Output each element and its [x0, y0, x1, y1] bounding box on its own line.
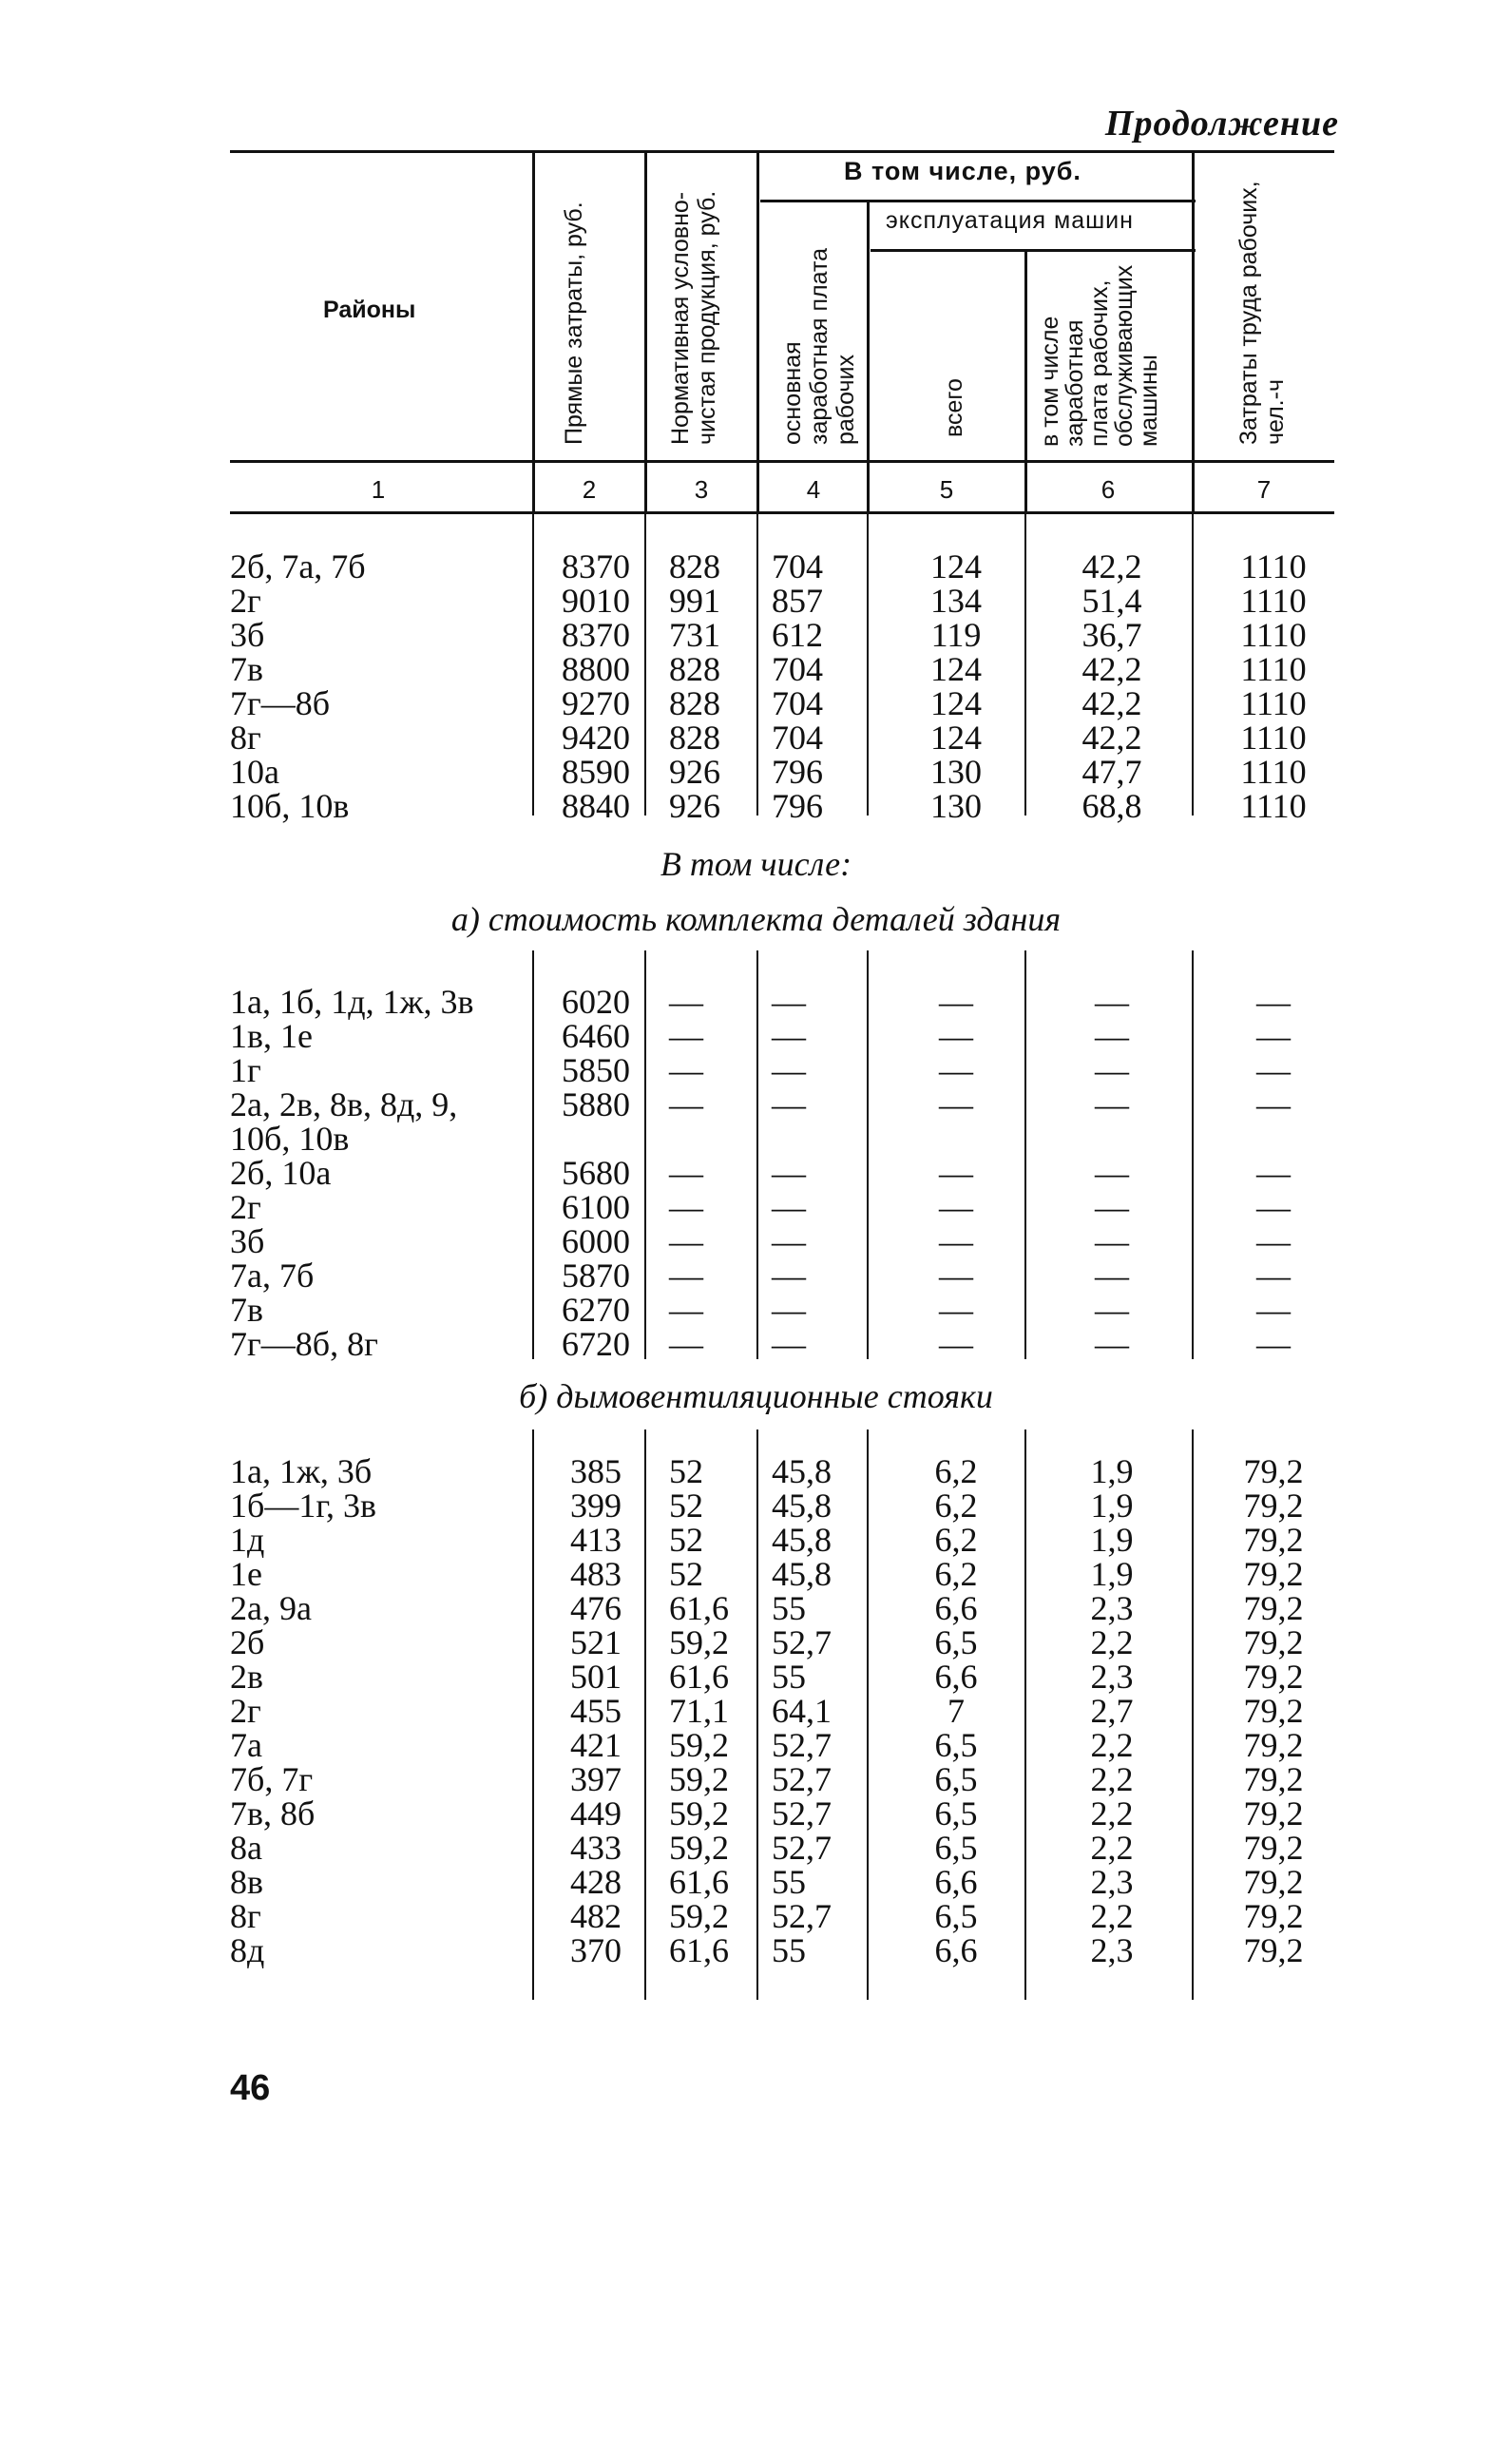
table-cell: 1110 — [1240, 684, 1307, 722]
table-cell: — — [1256, 1154, 1291, 1192]
table-row — [0, 1019, 1512, 1053]
table-cell: — — [1256, 1325, 1291, 1363]
table-row — [0, 652, 1512, 686]
table-cell: — — [772, 1051, 806, 1089]
table-cell: 2г — [230, 582, 261, 620]
table-cell: — — [1095, 983, 1129, 1021]
header-base-wage: основная заработная плата рабочих — [779, 247, 859, 445]
table-cell: 6,5 — [934, 1726, 978, 1764]
table-cell: — — [669, 1051, 703, 1089]
table-cell: — — [1256, 1017, 1291, 1055]
table-row — [0, 1625, 1512, 1660]
table-cell: 501 — [570, 1658, 622, 1696]
table-cell: 2б — [230, 1623, 265, 1661]
table-cell: 2б, 7а, 7б — [230, 547, 366, 585]
table-cell: 704 — [772, 719, 823, 757]
table-cell: 2,3 — [1090, 1863, 1134, 1901]
table-cell: 8г — [230, 719, 261, 757]
table-cell: 1110 — [1240, 547, 1307, 585]
table-cell: — — [772, 1291, 806, 1329]
table-cell: 1д — [230, 1521, 265, 1559]
table-cell: 2,3 — [1090, 1589, 1134, 1627]
table-cell: 124 — [930, 547, 982, 585]
table-cell: — — [772, 1017, 806, 1055]
table-cell: 61,6 — [669, 1658, 729, 1696]
page-number: 46 — [230, 2068, 271, 2108]
colnum-2: 2 — [582, 475, 597, 504]
header-vline-2 — [644, 150, 647, 511]
table-cell: 8а — [230, 1829, 262, 1867]
table-cell: 9010 — [562, 582, 630, 620]
section-a-title: а) стоимость комплекта деталей здания — [450, 900, 1062, 938]
table-cell: 7г—8б, 8г — [230, 1325, 378, 1363]
table-cell: 6,2 — [934, 1555, 978, 1593]
table-cell: 42,2 — [1081, 650, 1142, 688]
table-row — [0, 1728, 1512, 1762]
table-cell: 7а — [230, 1726, 262, 1764]
table-cell: 828 — [669, 650, 720, 688]
table-cell: — — [1256, 1188, 1291, 1226]
table-cell: 1б—1г, 3в — [230, 1487, 377, 1525]
table-cell: 8840 — [562, 787, 630, 825]
table-cell: 45,8 — [772, 1521, 832, 1559]
table-cell: 399 — [570, 1487, 622, 1525]
header-vline-5 — [1024, 249, 1027, 511]
table-cell: 79,2 — [1243, 1931, 1304, 1969]
table-cell: 7в — [230, 1291, 263, 1329]
table-cell: — — [1095, 1291, 1129, 1329]
section-b-title: б) дымовентиляционные стояки — [519, 1377, 993, 1415]
table-cell: 397 — [570, 1760, 622, 1798]
table-cell: 6,5 — [934, 1794, 978, 1832]
table-cell: — — [772, 983, 806, 1021]
table-cell: 1г — [230, 1051, 261, 1089]
table-cell: 130 — [930, 753, 982, 791]
table-row — [0, 1190, 1512, 1224]
table-cell: — — [939, 1257, 973, 1295]
table-cell: 79,2 — [1243, 1452, 1304, 1490]
table-cell: 52,7 — [772, 1726, 832, 1764]
table-cell: 6,5 — [934, 1623, 978, 1661]
table-cell: 3б — [230, 1222, 265, 1260]
table-cell: 7а, 7б — [230, 1257, 315, 1295]
table-cell: 6,6 — [934, 1863, 978, 1901]
table-cell: 6460 — [562, 1017, 630, 1055]
table-cell: 61,6 — [669, 1931, 729, 1969]
table-cell: — — [1095, 1188, 1129, 1226]
table-cell: — — [772, 1222, 806, 1260]
header-machine-operation: эксплуатация машин — [886, 207, 1134, 234]
header-bottom-rule — [230, 460, 1334, 463]
table-cell: 61,6 — [669, 1863, 729, 1901]
table-cell: 6,5 — [934, 1829, 978, 1867]
table-cell: 2б, 10а — [230, 1154, 332, 1192]
table-row — [0, 549, 1512, 584]
table-cell: 45,8 — [772, 1452, 832, 1490]
table-cell: 6,6 — [934, 1931, 978, 1969]
table-cell: 124 — [930, 719, 982, 757]
table-cell: 6,6 — [934, 1658, 978, 1696]
table-cell: — — [1256, 1222, 1291, 1260]
table-cell: 2,2 — [1090, 1726, 1134, 1764]
table-cell: 79,2 — [1243, 1487, 1304, 1525]
header-normative-net-output: Нормативная условно-чистая продукция, руб. — [667, 190, 720, 445]
table-cell: — — [772, 1154, 806, 1192]
table-cell: 6720 — [562, 1325, 630, 1363]
table-row — [0, 789, 1512, 823]
table-cell: 8д — [230, 1931, 265, 1969]
table-cell: 449 — [570, 1794, 622, 1832]
table-cell: 79,2 — [1243, 1726, 1304, 1764]
table-cell: 5680 — [562, 1154, 630, 1192]
table-row — [0, 1087, 1512, 1122]
table-cell: — — [1256, 1257, 1291, 1295]
table-cell: 42,2 — [1081, 684, 1142, 722]
table-cell: 8590 — [562, 753, 630, 791]
table-cell: 1110 — [1240, 787, 1307, 825]
table-cell: 1110 — [1240, 616, 1307, 654]
table-cell: — — [772, 1188, 806, 1226]
table-cell: 1е — [230, 1555, 262, 1593]
table-cell: — — [1095, 1085, 1129, 1123]
table-row — [0, 1591, 1512, 1625]
table-cell: — — [669, 1257, 703, 1295]
table-cell: 10б, 10в — [230, 787, 350, 825]
table-cell: — — [939, 983, 973, 1021]
table-cell: — — [669, 1222, 703, 1260]
table-cell: 6,2 — [934, 1521, 978, 1559]
table-cell: 52,7 — [772, 1794, 832, 1832]
table-cell: 52 — [669, 1555, 703, 1593]
table-cell: 2,3 — [1090, 1931, 1134, 1969]
table-cell: 6270 — [562, 1291, 630, 1329]
table-cell: 52,7 — [772, 1829, 832, 1867]
table-cell: 7г—8б — [230, 684, 331, 722]
table-row — [0, 1660, 1512, 1694]
table-cell: 36,7 — [1081, 616, 1142, 654]
table-cell: 8в — [230, 1863, 263, 1901]
table-cell: 3б — [230, 616, 265, 654]
table-cell: 79,2 — [1243, 1760, 1304, 1798]
table-cell: 1,9 — [1090, 1487, 1134, 1525]
table-row — [0, 1122, 1512, 1156]
table-cell: 433 — [570, 1829, 622, 1867]
table-cell: 2,7 — [1090, 1692, 1134, 1730]
table-cell: 6,6 — [934, 1589, 978, 1627]
table-cell: 8800 — [562, 650, 630, 688]
table-cell: 2,2 — [1090, 1897, 1134, 1935]
table-cell: 482 — [570, 1897, 622, 1935]
table-cell: — — [939, 1222, 973, 1260]
header-vline-6 — [1192, 150, 1195, 511]
table-row — [0, 1523, 1512, 1557]
table-cell: 2а, 9а — [230, 1589, 312, 1627]
table-row — [0, 985, 1512, 1019]
table-cell: 828 — [669, 684, 720, 722]
table-cell: — — [669, 1154, 703, 1192]
table-cell: 5870 — [562, 1257, 630, 1295]
table-cell: — — [669, 983, 703, 1021]
table-cell: 6,2 — [934, 1487, 978, 1525]
header-labor-costs: Затраты труда рабочих, чел.-ч — [1235, 181, 1289, 445]
table-cell: 79,2 — [1243, 1829, 1304, 1867]
table-cell: 704 — [772, 684, 823, 722]
table-cell: 6,5 — [934, 1760, 978, 1798]
header-vline-4 — [867, 200, 870, 511]
table-cell: 59,2 — [669, 1623, 729, 1661]
table-row — [0, 1327, 1512, 1361]
table-cell: — — [669, 1085, 703, 1123]
table-cell: 55 — [772, 1658, 806, 1696]
table-cell: 7 — [947, 1692, 965, 1730]
table-cell: 1,9 — [1090, 1555, 1134, 1593]
table-row — [0, 1293, 1512, 1327]
table-cell: — — [1095, 1154, 1129, 1192]
table-cell: 2г — [230, 1692, 261, 1730]
table-cell: 42,2 — [1081, 547, 1142, 585]
table-cell: 55 — [772, 1863, 806, 1901]
header-vline-1 — [532, 150, 535, 511]
table-cell: 1110 — [1240, 753, 1307, 791]
colnum-4: 4 — [806, 475, 821, 504]
table-cell: 79,2 — [1243, 1897, 1304, 1935]
table-cell: 2г — [230, 1188, 261, 1226]
table-cell: 476 — [570, 1589, 622, 1627]
table-cell: 612 — [772, 616, 823, 654]
table-row — [0, 1488, 1512, 1523]
table-cell: — — [1256, 1051, 1291, 1089]
table-cell: 59,2 — [669, 1726, 729, 1764]
header-total: всего — [941, 378, 967, 437]
table-cell: 59,2 — [669, 1760, 729, 1798]
table-cell: — — [669, 1017, 703, 1055]
table-cell: 6,2 — [934, 1452, 978, 1490]
table-cell: 79,2 — [1243, 1623, 1304, 1661]
table-cell: 1,9 — [1090, 1521, 1134, 1559]
table-row — [0, 686, 1512, 720]
table-cell: 857 — [772, 582, 823, 620]
table-cell: 45,8 — [772, 1487, 832, 1525]
table-row — [0, 618, 1512, 652]
table-cell: 6020 — [562, 983, 630, 1021]
table-cell: — — [772, 1325, 806, 1363]
table-cell: 2,2 — [1090, 1623, 1134, 1661]
table-cell: 79,2 — [1243, 1794, 1304, 1832]
table-cell: — — [669, 1188, 703, 1226]
table-cell: 52 — [669, 1521, 703, 1559]
table-cell: 130 — [930, 787, 982, 825]
table-cell: 1а, 1б, 1д, 1ж, 3в — [230, 983, 474, 1021]
table-cell: 828 — [669, 547, 720, 585]
table-cell: — — [1256, 1085, 1291, 1123]
colnum-5: 5 — [939, 475, 954, 504]
table-cell: 1,9 — [1090, 1452, 1134, 1490]
table-cell: 2,2 — [1090, 1829, 1134, 1867]
running-header: Продолжение — [1104, 104, 1339, 144]
table-cell: 2,2 — [1090, 1794, 1134, 1832]
table-cell: 2а, 2в, 8в, 8д, 9, — [230, 1085, 458, 1123]
table-row — [0, 1694, 1512, 1728]
table-cell: 455 — [570, 1692, 622, 1730]
table-row — [0, 720, 1512, 755]
table-row — [0, 755, 1512, 789]
table-cell: 6000 — [562, 1222, 630, 1260]
table-cell: 51,4 — [1081, 582, 1142, 620]
table-cell: — — [1256, 1291, 1291, 1329]
table-cell: 52,7 — [772, 1760, 832, 1798]
table-cell: 61,6 — [669, 1589, 729, 1627]
header-direct-costs: Прямые затраты, руб. — [561, 201, 587, 445]
table-cell: 79,2 — [1243, 1658, 1304, 1696]
table-cell: 1а, 1ж, 3б — [230, 1452, 373, 1490]
table-row — [0, 1053, 1512, 1087]
table-cell: 9270 — [562, 684, 630, 722]
table-cell: — — [1095, 1257, 1129, 1295]
colnum-3: 3 — [694, 475, 709, 504]
table-cell: 10а — [230, 753, 279, 791]
table-cell: 796 — [772, 753, 823, 791]
including-title: В том числе: — [660, 845, 852, 883]
table-cell: — — [669, 1325, 703, 1363]
table-cell: 385 — [570, 1452, 622, 1490]
table-cell: 521 — [570, 1623, 622, 1661]
table-cell: — — [939, 1085, 973, 1123]
table-cell: 8370 — [562, 616, 630, 654]
table-cell: 7б, 7г — [230, 1760, 314, 1798]
table-cell: 413 — [570, 1521, 622, 1559]
header-including-group: В том числе, руб. — [844, 157, 1081, 185]
table-cell: 5850 — [562, 1051, 630, 1089]
table-cell: — — [772, 1085, 806, 1123]
table-row — [0, 1762, 1512, 1796]
header-including-wage: в том числе заработная плата рабочих, обслуживающих машины — [1037, 264, 1162, 447]
table-cell: 1в, 1е — [230, 1017, 313, 1055]
table-cell: 796 — [772, 787, 823, 825]
table-cell: — — [1095, 1051, 1129, 1089]
table-cell: — — [939, 1325, 973, 1363]
table-cell: 79,2 — [1243, 1555, 1304, 1593]
table-cell: 8г — [230, 1897, 261, 1935]
table-cell: — — [939, 1051, 973, 1089]
table-cell: 124 — [930, 650, 982, 688]
table-row — [0, 584, 1512, 618]
table-cell: 71,1 — [669, 1692, 729, 1730]
colnum-1: 1 — [371, 475, 386, 504]
table-cell: 45,8 — [772, 1555, 832, 1593]
table-cell: 828 — [669, 719, 720, 757]
header-vline-3 — [756, 150, 759, 511]
table-cell: 47,7 — [1081, 753, 1142, 791]
subgroup-rule-2 — [871, 249, 1196, 252]
table-cell: 10б, 10в — [230, 1120, 350, 1158]
table-top-rule — [230, 150, 1334, 153]
table-cell: — — [1095, 1222, 1129, 1260]
table-cell: 52,7 — [772, 1897, 832, 1935]
colnum-7: 7 — [1256, 475, 1272, 504]
table-cell: 5880 — [562, 1085, 630, 1123]
table-cell: 370 — [570, 1931, 622, 1969]
header-regions: Районы — [323, 297, 416, 323]
table-cell: 991 — [669, 582, 720, 620]
table-cell: 134 — [930, 582, 982, 620]
table-cell: 7в, 8б — [230, 1794, 316, 1832]
table-cell: 79,2 — [1243, 1589, 1304, 1627]
table-cell: 1110 — [1240, 650, 1307, 688]
table-cell: — — [1095, 1325, 1129, 1363]
table-cell: — — [772, 1257, 806, 1295]
table-cell: 2в — [230, 1658, 263, 1696]
table-cell: 6,5 — [934, 1897, 978, 1935]
table-cell: 1110 — [1240, 719, 1307, 757]
table-cell: 52,7 — [772, 1623, 832, 1661]
table-cell: 52 — [669, 1452, 703, 1490]
table-cell: 704 — [772, 650, 823, 688]
table-row — [0, 1557, 1512, 1591]
table-cell: 79,2 — [1243, 1863, 1304, 1901]
table-cell: 124 — [930, 684, 982, 722]
table-cell: 79,2 — [1243, 1521, 1304, 1559]
table-row — [0, 1454, 1512, 1488]
table-row — [0, 1899, 1512, 1933]
table-cell: 2,2 — [1090, 1760, 1134, 1798]
table-cell: 1110 — [1240, 582, 1307, 620]
table-cell: 6100 — [562, 1188, 630, 1226]
table-cell: 428 — [570, 1863, 622, 1901]
table-row — [0, 1224, 1512, 1258]
table-cell: 2,3 — [1090, 1658, 1134, 1696]
table-row — [0, 1156, 1512, 1190]
table-cell: — — [669, 1291, 703, 1329]
table-cell: 59,2 — [669, 1829, 729, 1867]
table-cell: 7в — [230, 650, 263, 688]
table-cell: 59,2 — [669, 1794, 729, 1832]
table-cell: 59,2 — [669, 1897, 729, 1935]
table-cell: 8370 — [562, 547, 630, 585]
table-cell: 9420 — [562, 719, 630, 757]
table-cell: 926 — [669, 787, 720, 825]
table-cell: 119 — [930, 616, 982, 654]
table-row — [0, 1933, 1512, 1967]
colnum-6: 6 — [1101, 475, 1116, 504]
table-cell: 52 — [669, 1487, 703, 1525]
colnum-bottom-rule — [230, 511, 1334, 514]
table-row — [0, 1865, 1512, 1899]
table-cell: — — [939, 1017, 973, 1055]
table-cell: 731 — [669, 616, 720, 654]
table-cell: 483 — [570, 1555, 622, 1593]
table-cell: 64,1 — [772, 1692, 832, 1730]
subgroup-rule — [760, 200, 1196, 202]
table-row — [0, 1258, 1512, 1293]
table-cell: 926 — [669, 753, 720, 791]
table-cell: — — [939, 1291, 973, 1329]
table-cell: 421 — [570, 1726, 622, 1764]
table-cell: 55 — [772, 1589, 806, 1627]
table-cell: — — [939, 1188, 973, 1226]
table-cell: 79,2 — [1243, 1692, 1304, 1730]
table-cell: — — [1095, 1017, 1129, 1055]
table-cell: 704 — [772, 547, 823, 585]
table-cell: — — [1256, 983, 1291, 1021]
table-cell: 55 — [772, 1931, 806, 1969]
table-cell: — — [939, 1154, 973, 1192]
table-cell: 68,8 — [1081, 787, 1142, 825]
table-cell: 42,2 — [1081, 719, 1142, 757]
table-row — [0, 1831, 1512, 1865]
table-row — [0, 1796, 1512, 1831]
